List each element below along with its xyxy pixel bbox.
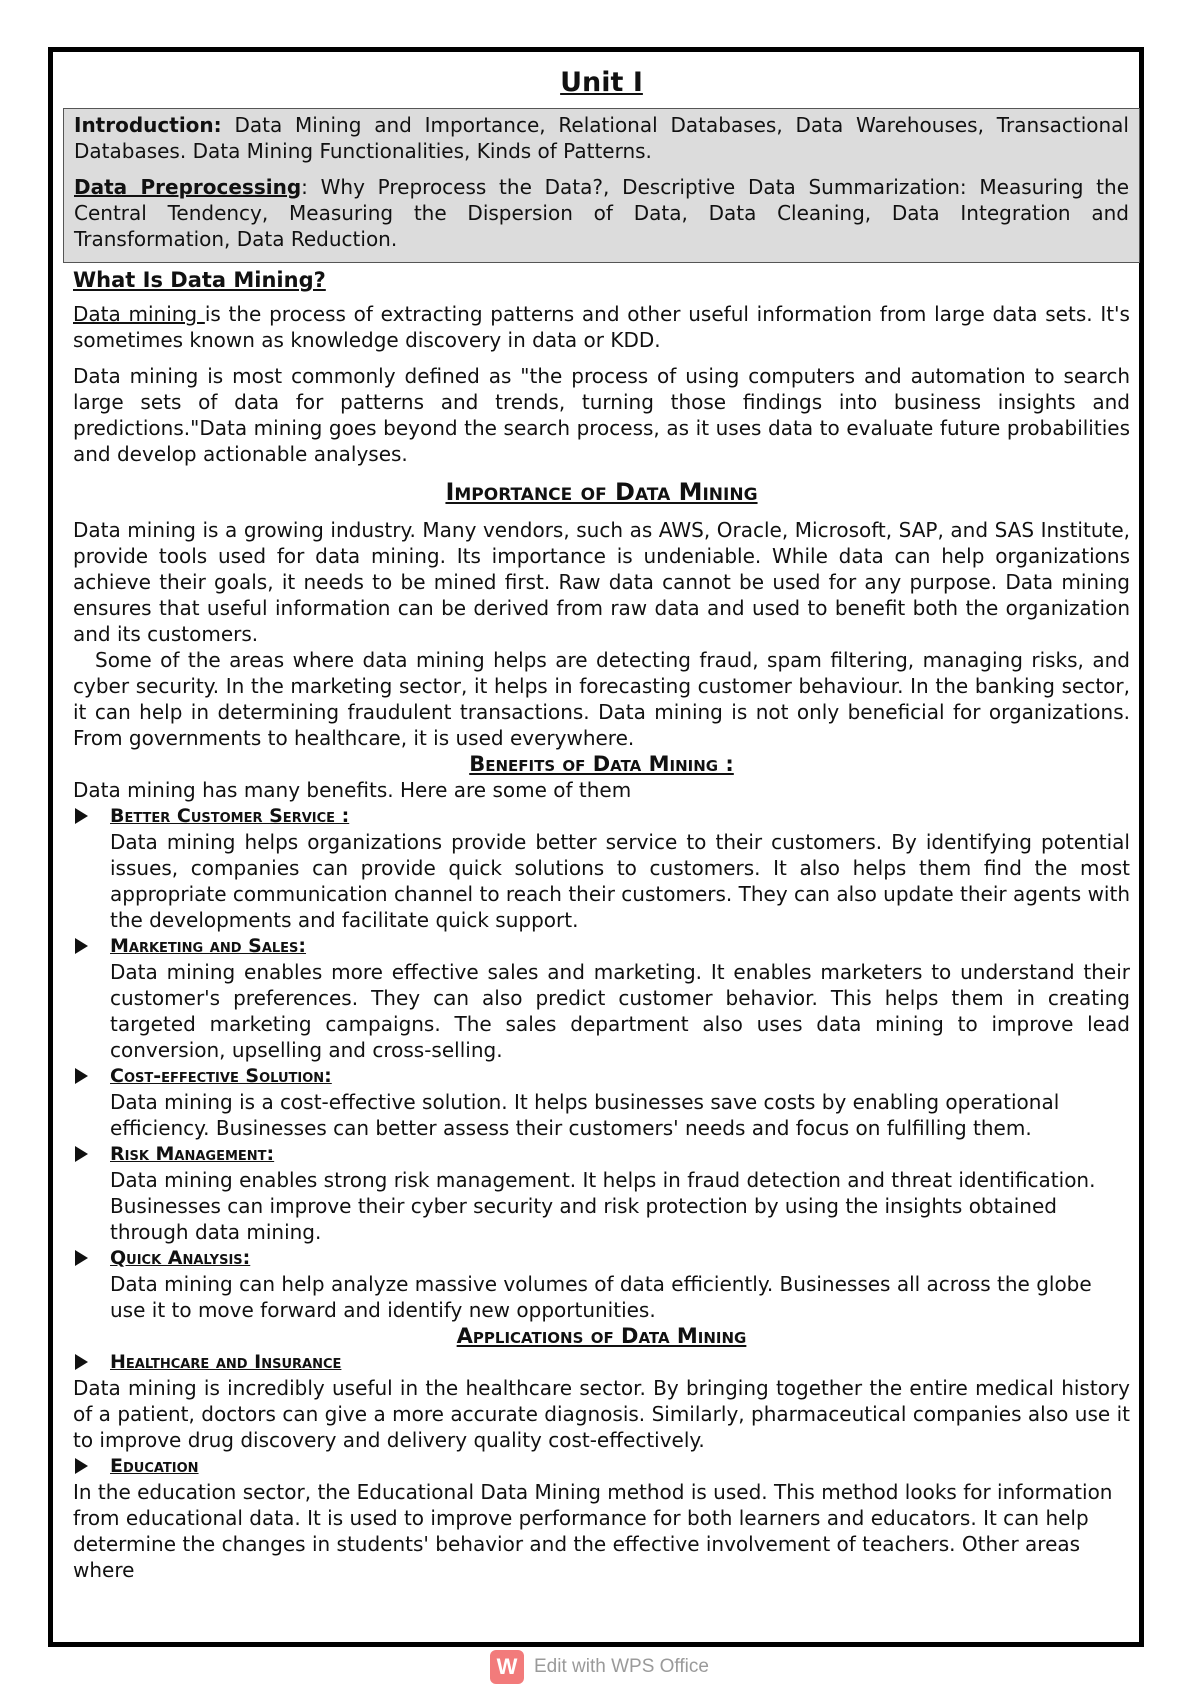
arrow-bullet-icon bbox=[75, 1146, 88, 1162]
wps-logo-icon: W bbox=[490, 1650, 524, 1684]
application-body-healthcare: Data mining is incredibly useful in the healthcare sector. By bringing together the entire medical history of a patient, doctors can give a more accurate diagnosis. Similarly, pharmaceutical companies also use it to improve drug discovery and delivery quality cost-effectively. bbox=[73, 1376, 1130, 1452]
benefit-body-risk-management: Data mining enables strong risk management. It helps in fraud detection and threat identification. Businesses can improve their cyber security and risk protection by using the insights obtained through data mining. bbox=[110, 1168, 1096, 1244]
arrow-bullet-icon bbox=[75, 1250, 88, 1266]
what-is-heading: What Is Data Mining? bbox=[73, 268, 326, 292]
applications-heading: Applications of Data Mining bbox=[456, 1324, 747, 1348]
benefit-body-customer-service: Data mining helps organizations provide better service to their customers. By identifying potential issues, companies can provide quick solutions to customers. It also helps them find the most appropriate communication channel to reach their customers. They can also update their agents with the developments and facilitate quick support. bbox=[110, 830, 1130, 932]
arrow-bullet-icon bbox=[75, 1458, 88, 1474]
syllabus-introduction bbox=[74, 112, 1129, 164]
benefit-title-label: Marketing and Sales: bbox=[110, 935, 307, 957]
wps-watermark[interactable] bbox=[490, 1650, 709, 1684]
benefit-title-label: Better Customer Service : bbox=[110, 805, 350, 827]
syllabus-preprocessing bbox=[74, 174, 1129, 252]
benefit-title-customer-service bbox=[73, 803, 1130, 829]
importance-heading: Importance of Data Mining bbox=[445, 478, 758, 506]
application-title-label: Healthcare and Insurance bbox=[110, 1351, 342, 1373]
benefit-title-label: Quick Analysis: bbox=[110, 1247, 251, 1269]
introduction-label: Introduction: bbox=[74, 113, 222, 137]
application-body-education: In the education sector, the Educational Data Mining method is used. This method looks for information from educational data. It is used to improve performance for both learners and educators. It can help determine the changes in students' behavior and the effective involvement of teachers. Other areas where bbox=[73, 1480, 1113, 1582]
benefit-body-cost-effective: Data mining is a cost-effective solution. It helps businesses save costs by enabling operational efficiency. Businesses can better assess their customers' needs and focus on fulfilling them. bbox=[110, 1090, 1060, 1140]
what-is-p1-text: is the process of extracting patterns and other useful information from large data sets. It's sometimes known as knowledge discovery in data or KDD. bbox=[73, 302, 1130, 352]
benefit-title-cost-effective bbox=[73, 1063, 1130, 1089]
benefit-body-quick-analysis: Data mining can help analyze massive volumes of data efficiently. Businesses all across the globe use it to move forward and identify new opportunities. bbox=[110, 1272, 1092, 1322]
benefit-title-label: Cost-effective Solution: bbox=[110, 1065, 332, 1087]
importance-paragraph-2: Some of the areas where data mining helps are detecting fraud, spam filtering, managing risks, and cyber security. In the marketing sector, it helps in forecasting customer behaviour. In the banking sector, it can help in determining fraudulent transactions. Data mining is not only beneficial for organizations. From governments to healthcare, it is used everywhere. bbox=[73, 648, 1130, 750]
benefit-title-label: Risk Management: bbox=[110, 1143, 275, 1165]
what-is-paragraph-2: Data mining is most commonly defined as "the process of using computers and automation to search large sets of data for patterns and trends, turning those findings into business insights and predictions."Data mining goes beyond the search process, as it uses data to evaluate future probabilities and develop actionable analyses. bbox=[73, 364, 1130, 466]
preprocessing-label: Data Preprocessing bbox=[74, 175, 302, 199]
application-title-healthcare bbox=[73, 1349, 1130, 1375]
wps-watermark-text: Edit with WPS Office bbox=[534, 1656, 709, 1677]
preprocessing-text: : Why Preprocess the Data?, Descriptive Data Summarization: Measuring the Central Tendency, Measuring the Dispersion of Data, Data Cleaning, Data Integration and Transformation, Data Reduction. bbox=[74, 175, 1130, 251]
what-is-paragraph-1 bbox=[73, 301, 1130, 353]
application-title-education bbox=[73, 1453, 1130, 1479]
arrow-bullet-icon bbox=[75, 938, 88, 954]
benefit-title-quick-analysis bbox=[73, 1245, 1130, 1271]
application-title-label: Education bbox=[110, 1455, 199, 1477]
benefit-body-marketing: Data mining enables more effective sales and marketing. It enables marketers to understand their customer's preferences. They can also predict customer behavior. This helps them in creating targeted marketing campaigns. The sales department also uses data mining to improve lead conversion, upselling and cross-selling. bbox=[110, 960, 1130, 1062]
introduction-text: Data Mining and Importance, Relational Databases, Data Warehouses, Transactional Databases. Data Mining Functionalities, Kinds of Patterns. bbox=[74, 113, 1129, 163]
unit-title: Unit I bbox=[560, 67, 643, 98]
arrow-bullet-icon bbox=[75, 808, 88, 824]
document-content bbox=[73, 66, 1130, 1583]
arrow-bullet-icon bbox=[75, 1068, 88, 1084]
benefit-title-risk-management bbox=[73, 1141, 1130, 1167]
syllabus-box bbox=[63, 108, 1140, 263]
data-mining-link[interactable]: Data mining bbox=[73, 302, 205, 326]
benefits-intro: Data mining has many benefits. Here are some of them bbox=[73, 778, 632, 802]
arrow-bullet-icon bbox=[75, 1354, 88, 1370]
importance-paragraph-1: Data mining is a growing industry. Many vendors, such as AWS, Oracle, Microsoft, SAP, and SAS Institute, provide tools used for data mining. Its importance is undeniable. While data can help organizations achieve their goals, it needs to be mined first. Raw data cannot be used for any purpose. Data mining ensures that useful information can be derived from raw data and used to benefit both the organization and its customers. bbox=[73, 518, 1130, 646]
benefit-title-marketing bbox=[73, 933, 1130, 959]
benefits-heading: Benefits of Data Mining : bbox=[469, 752, 734, 776]
